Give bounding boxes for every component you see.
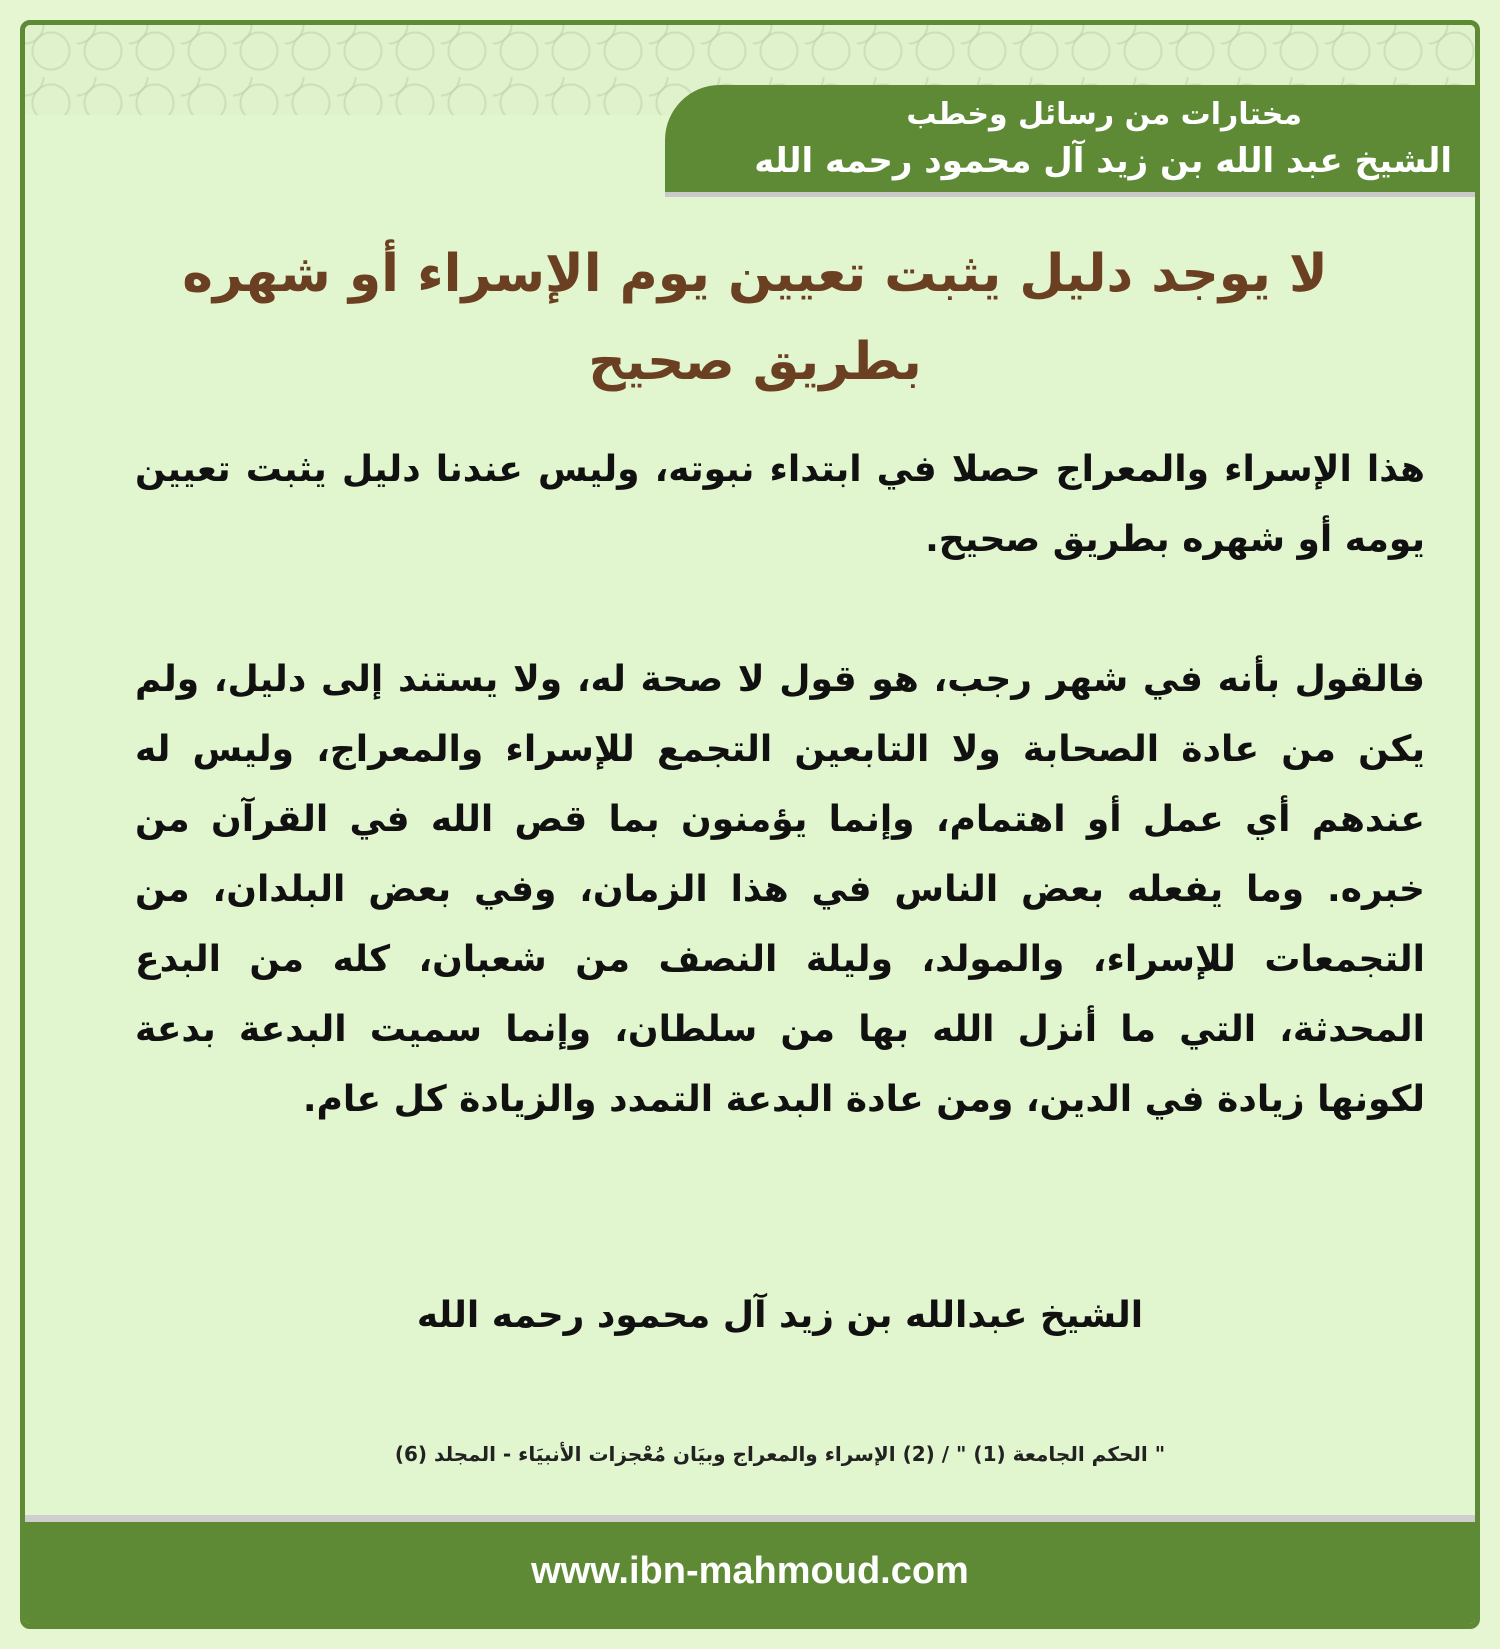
page-title: [85, 230, 1425, 406]
paragraph-2: فالقول بأنه في شهر رجب، هو قول لا صحة له، ولا يستند إلى دليل، ولم يكن من عادة الصحابة ولا التابعين التجمع للإسراء والمعراج، وليس له عندهم أي عمل أو اهتمام، وإنما يؤمنون بما قص الله في القرآن من خبره. وما يفعله بعض الناس في هذا الزمان، وفي بعض البلدان، من التجمعات للإسراء، والمولد، وليلة النصف من شعبان، كله من البدع المحدثة، التي ما أنزل الله بها من سلطان، وإنما سميت البدعة بدعة لكونها زيادة في الدين، ومن عادة البدعة التمدد والزيادة كل عام.: [135, 659, 1425, 1120]
poster-card: [20, 20, 1480, 1629]
footer-divider: [25, 1515, 1475, 1522]
header-series-title: مختارات من رسائل وخطب: [906, 97, 1302, 132]
website-link[interactable]: www.ibn-mahmoud.com: [531, 1549, 969, 1592]
article-body: [135, 435, 1425, 1205]
title-line-2: بطريق صحيح: [588, 332, 922, 392]
paragraph-1: هذا الإسراء والمعراج حصلا في ابتداء نبوته، وليس عندنا دليل يثبت تعيين يومه أو شهره بطريق صحيح.: [135, 449, 1425, 560]
header-band: [665, 85, 1480, 197]
title-line-1: لا يوجد دليل يثبت تعيين يوم الإسراء أو شهره: [182, 244, 1328, 304]
header-author-name: الشيخ عبد الله بن زيد آل محمود رحمه الله: [754, 141, 1452, 181]
source-citation: " الحكم الجامعة (1) " / (2) الإسراء والمعراج وبيَان مُعْجزات الأنبيَاء - المجلد (6): [394, 1442, 1166, 1466]
author-signature: الشيخ عبدالله بن زيد آل محمود رحمه الله: [416, 1295, 1144, 1336]
footer-band: [25, 1522, 1475, 1629]
